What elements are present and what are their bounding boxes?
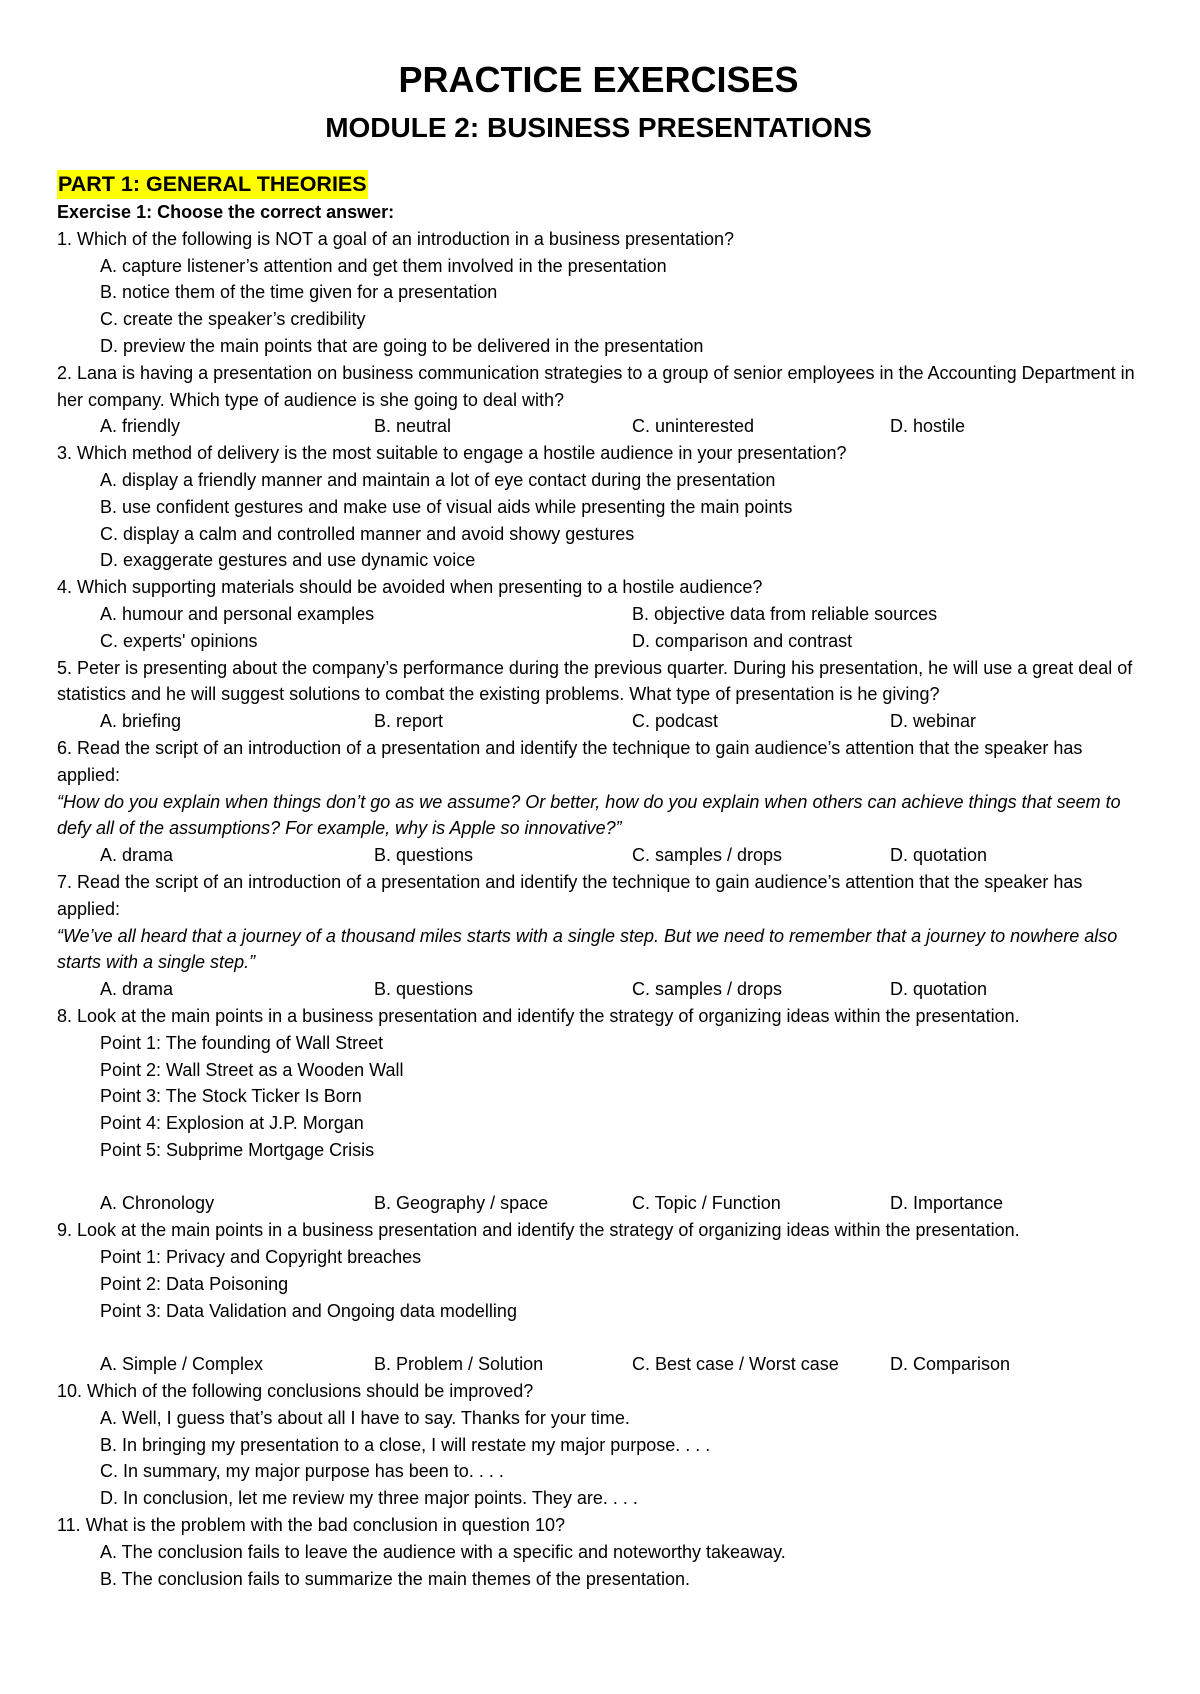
spacer [57, 1164, 1140, 1191]
question-text: 11. What is the problem with the bad conclusion in question 10? [57, 1515, 565, 1536]
main-point: Point 3: The Stock Ticker Is Born [100, 1086, 362, 1107]
answer-option: C. In summary, my major purpose has been to. . . . [100, 1461, 504, 1482]
answer-option: D. Comparison [890, 1354, 1011, 1375]
question-text: 3. Which method of delivery is the most suitable to engage a hostile audience in your presentation? [57, 443, 847, 464]
answer-option: B. Problem / Solution [374, 1354, 544, 1375]
answer-option: D. quotation [890, 845, 988, 866]
answer-option: B. Geography / space [374, 1193, 549, 1214]
question-11 [57, 1512, 1140, 1592]
answer-option: A. display a friendly manner and maintain a lot of eye contact during the presentation [100, 469, 776, 490]
answer-options-row [57, 1351, 1140, 1378]
main-point: Point 2: Data Poisoning [100, 1273, 289, 1294]
question-10 [57, 1378, 1140, 1512]
answer-options-row [57, 1190, 1140, 1217]
question-1 [57, 226, 1140, 360]
answer-options-row [57, 976, 1140, 1003]
question-text: 10. Which of the following conclusions should be improved? [57, 1381, 534, 1402]
spacer [57, 1324, 1140, 1351]
answer-option: D. exaggerate gestures and use dynamic voice [100, 550, 476, 571]
answer-option: A. Simple / Complex [100, 1354, 264, 1375]
quoted-script: “How do you explain when things don’t go as we assume? Or better, how do you explain when others can achieve things that seem to defy all of the assumptions? For example, why is Apple so innovative?” [57, 791, 1121, 839]
answer-option: C. podcast [632, 711, 719, 732]
answer-options-row [57, 628, 1140, 655]
answer-option: A. briefing [100, 711, 182, 732]
answer-options-row [57, 708, 1140, 735]
question-6 [57, 735, 1140, 869]
answer-option: B. In bringing my presentation to a close, I will restate my major purpose. . . . [100, 1434, 711, 1455]
main-point: Point 3: Data Validation and Ongoing data modelling [100, 1300, 517, 1321]
question-3 [57, 440, 1140, 574]
answer-option: B. use confident gestures and make use of visual aids while presenting the main points [100, 496, 793, 517]
question-text: 8. Look at the main points in a business presentation and identify the strategy of organizing ideas within the presentation. [57, 1005, 1020, 1026]
answer-option: A. Well, I guess that’s about all I have to say. Thanks for your time. [100, 1407, 630, 1428]
page-subtitle: MODULE 2: BUSINESS PRESENTATIONS [325, 112, 872, 143]
question-4 [57, 574, 1140, 654]
answer-option: A. drama [100, 845, 174, 866]
question-text: 9. Look at the main points in a business presentation and identify the strategy of organizing ideas within the presentation. [57, 1220, 1020, 1241]
question-text: 1. Which of the following is NOT a goal of an introduction in a business presentation? [57, 228, 735, 249]
answer-option: A. Chronology [100, 1193, 215, 1214]
answer-option: A. capture listener’s attention and get them involved in the presentation [100, 255, 667, 276]
answer-option: C. samples / drops [632, 845, 783, 866]
question-2 [57, 360, 1140, 440]
answer-option: D. quotation [890, 979, 988, 1000]
quoted-script: “We’ve all heard that a journey of a thousand miles starts with a single step. But we need to remember that a journey to nowhere also starts with a single step.” [57, 925, 1118, 973]
answer-options-row [57, 413, 1140, 440]
question-text: 2. Lana is having a presentation on business communication strategies to a group of senior employees in the Accounting Department in her company. Which type of audience is she going to deal with? [57, 362, 1135, 410]
answer-option: B. questions [374, 845, 474, 866]
question-9 [57, 1217, 1140, 1378]
answer-options-row [57, 601, 1140, 628]
page-title: PRACTICE EXERCISES [398, 59, 799, 100]
main-point: Point 1: The founding of Wall Street [100, 1032, 384, 1053]
answer-option: D. hostile [890, 416, 966, 437]
main-point: Point 2: Wall Street as a Wooden Wall [100, 1059, 404, 1080]
answer-option: D. webinar [890, 711, 977, 732]
answer-option: D. Importance [890, 1193, 1004, 1214]
answer-option: A. humour and personal examples [100, 603, 375, 624]
question-text: 6. Read the script of an introduction of a presentation and identify the technique to gain audience’s attention that the speaker has applied: [57, 737, 1083, 785]
answer-option: A. drama [100, 979, 174, 1000]
question-8 [57, 1003, 1140, 1217]
answer-option: B. objective data from reliable sources [632, 603, 938, 624]
answer-option: C. uninterested [632, 416, 755, 437]
answer-option: B. notice them of the time given for a presentation [100, 282, 498, 303]
answer-option: D. comparison and contrast [632, 630, 853, 651]
answer-option: A. The conclusion fails to leave the audience with a specific and noteworthy takeaway. [100, 1541, 786, 1562]
answer-option: C. create the speaker’s credibility [100, 309, 366, 330]
answer-option: B. neutral [374, 416, 452, 437]
answer-option: C. experts' opinions [100, 630, 258, 651]
main-point: Point 4: Explosion at J.P. Morgan [100, 1113, 364, 1134]
answer-option: C. Topic / Function [632, 1193, 781, 1214]
main-point: Point 5: Subprime Mortgage Crisis [100, 1139, 375, 1160]
question-5 [57, 655, 1140, 735]
answer-option: B. report [374, 711, 444, 732]
answer-option: B. questions [374, 979, 474, 1000]
answer-option: C. display a calm and controlled manner and avoid showy gestures [100, 523, 635, 544]
exercise-heading: Exercise 1: Choose the correct answer: [57, 202, 395, 222]
answer-options-row [57, 842, 1140, 869]
answer-option: B. The conclusion fails to summarize the main themes of the presentation. [100, 1568, 690, 1589]
answer-option: D. In conclusion, let me review my three major points. They are. . . . [100, 1488, 638, 1509]
answer-option: C. samples / drops [632, 979, 783, 1000]
question-text: 4. Which supporting materials should be avoided when presenting to a hostile audience? [57, 577, 763, 598]
question-7 [57, 869, 1140, 1003]
answer-option: C. Best case / Worst case [632, 1354, 839, 1375]
question-text: 7. Read the script of an introduction of a presentation and identify the technique to gain audience’s attention that the speaker has applied: [57, 871, 1083, 919]
part-1-section [57, 170, 1140, 1592]
main-point: Point 1: Privacy and Copyright breaches [100, 1247, 422, 1268]
part-heading: PART 1: GENERAL THEORIES [57, 170, 368, 199]
answer-option: D. preview the main points that are going to be delivered in the presentation [100, 335, 704, 356]
question-list [57, 226, 1140, 1593]
answer-option: A. friendly [100, 416, 181, 437]
question-text: 5. Peter is presenting about the company’s performance during the previous quarter. During his presentation, he will use a great deal of statistics and he will suggest solutions to combat the existing problems. What type of presentation is he giving? [57, 657, 1133, 705]
